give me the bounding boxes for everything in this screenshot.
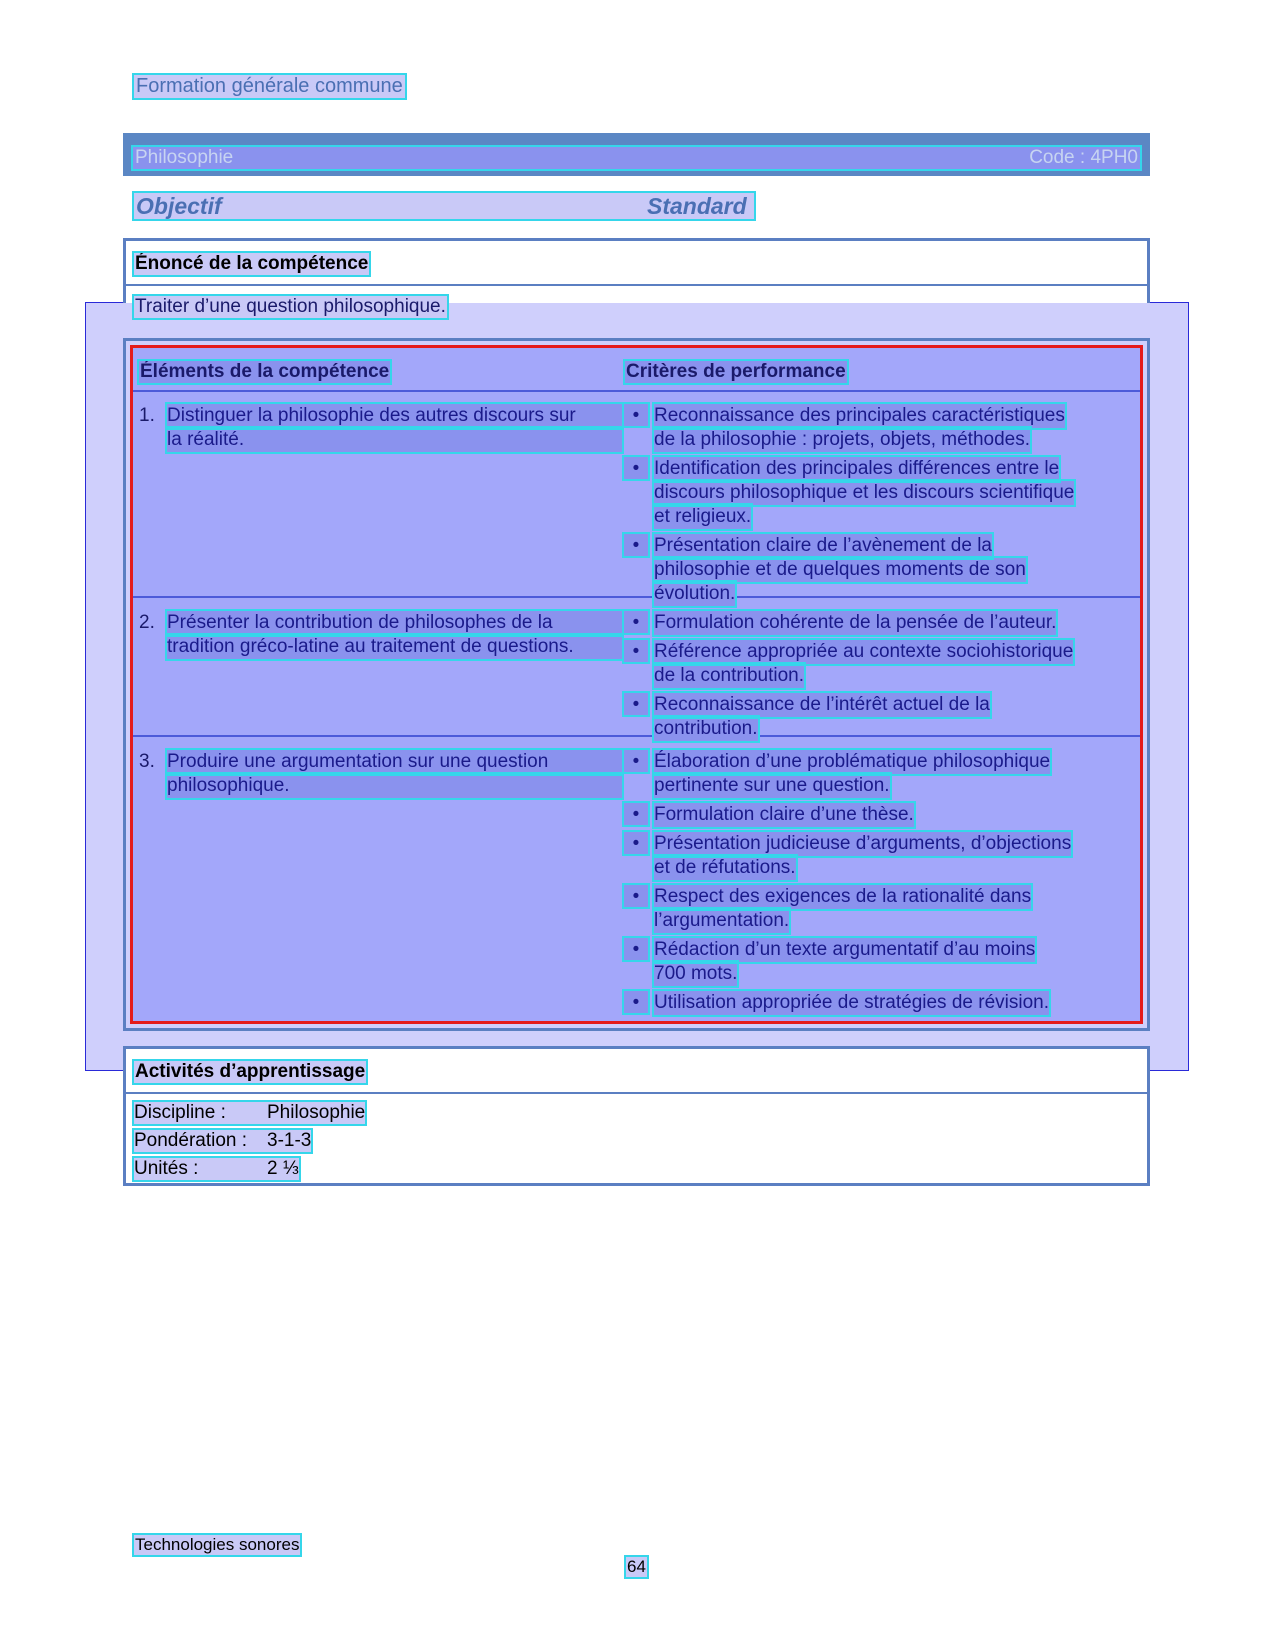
bullet-icon: • bbox=[624, 404, 648, 426]
criterion-line: Référence appropriée au contexte sociohistorique bbox=[654, 641, 1074, 662]
ponderation-row bbox=[134, 1130, 311, 1152]
criterion-line: philosophie et de quelques moments de son bbox=[654, 559, 1026, 580]
element-line: Distinguer la philosophie des autres discours sur bbox=[167, 404, 622, 428]
criterion-line: contribution. bbox=[654, 718, 758, 739]
unites-label: Unités : bbox=[134, 1158, 199, 1179]
discipline-name: Philosophie bbox=[135, 147, 234, 168]
criterion-line: Présentation judicieuse d’arguments, d’objections bbox=[654, 833, 1072, 854]
element-number: 3. bbox=[139, 751, 155, 772]
criterion-line: Rédaction d’un texte argumentatif d’au moins bbox=[654, 939, 1036, 960]
ponderation-label: Pondération : bbox=[134, 1130, 248, 1151]
element-text bbox=[167, 750, 622, 798]
criterion-line: de la philosophie : projets, objets, méthodes. bbox=[654, 429, 1031, 450]
discipline-row bbox=[134, 1102, 365, 1124]
criterion-item bbox=[632, 693, 990, 741]
enonce-title: Énoncé de la compétence bbox=[135, 253, 369, 274]
criterion-item bbox=[632, 938, 1036, 986]
criterion-line: Formulation cohérente de la pensée de l’auteur. bbox=[654, 612, 1057, 633]
col-header-elements: Éléments de la compétence bbox=[140, 361, 390, 382]
criterion-line: l’argumentation. bbox=[654, 910, 790, 931]
discipline-label: Discipline : bbox=[134, 1102, 226, 1123]
criterion-item bbox=[632, 611, 1057, 635]
bullet-icon: • bbox=[624, 457, 648, 479]
criterion-item bbox=[632, 534, 1026, 606]
criterion-line: de la contribution. bbox=[654, 665, 804, 686]
criterion-item bbox=[632, 750, 1051, 798]
criterion-item bbox=[632, 803, 914, 827]
criterion-line: et de réfutations. bbox=[654, 857, 796, 878]
unites-value: 2 ⅓ bbox=[267, 1158, 299, 1179]
objectif-standard-heading bbox=[134, 193, 754, 219]
criterion-line: Formulation claire d’une thèse. bbox=[654, 804, 914, 825]
bullet-icon: • bbox=[624, 885, 648, 907]
page-number: 64 bbox=[627, 1557, 646, 1576]
discipline-value: Philosophie bbox=[267, 1102, 366, 1123]
criterion-line: discours philosophique et les discours scientifique bbox=[654, 482, 1075, 503]
footer-program: Technologies sonores bbox=[135, 1535, 300, 1554]
criterion-line: Reconnaissance de l’intérêt actuel de la bbox=[654, 694, 990, 715]
criterion-item bbox=[632, 457, 1075, 529]
course-code: Code : 4PH0 bbox=[1029, 147, 1138, 168]
discipline-banner bbox=[123, 133, 1150, 176]
col-header-criteres: Critères de performance bbox=[626, 361, 846, 382]
competence-table bbox=[123, 338, 1150, 1031]
element-number: 1. bbox=[139, 405, 155, 426]
criterion-line: évolution. bbox=[654, 583, 736, 604]
bullet-icon: • bbox=[624, 534, 648, 556]
standard-label: Standard bbox=[647, 193, 747, 219]
criterion-line: Respect des exigences de la rationalité dans bbox=[654, 886, 1032, 907]
competence-table-body bbox=[130, 345, 1143, 1024]
criterion-line: 700 mots. bbox=[654, 963, 738, 984]
bullet-icon: • bbox=[624, 832, 648, 854]
element-line: Produire une argumentation sur une question bbox=[167, 750, 622, 774]
bullet-icon: • bbox=[624, 991, 648, 1013]
criterion-line: Identification des principales différences entre le bbox=[654, 458, 1060, 479]
activities-section bbox=[123, 1046, 1150, 1186]
criterion-line: pertinente sur une question. bbox=[654, 775, 890, 796]
criterion-line: Reconnaissance des principales caractéristiques bbox=[654, 405, 1065, 426]
enonce-section bbox=[123, 238, 1150, 323]
element-line: philosophique. bbox=[167, 774, 622, 798]
criterion-item bbox=[632, 640, 1074, 688]
element-line: tradition gréco-latine au traitement de questions. bbox=[167, 635, 622, 659]
bullet-icon: • bbox=[624, 803, 648, 825]
program-title: Formation générale commune bbox=[136, 75, 403, 97]
unites-row bbox=[134, 1158, 299, 1180]
bullet-icon: • bbox=[624, 611, 648, 633]
element-text bbox=[167, 611, 622, 659]
bullet-icon: • bbox=[624, 750, 648, 772]
criterion-line: et religieux. bbox=[654, 506, 752, 527]
element-text bbox=[167, 404, 622, 452]
activities-title: Activités d’apprentissage bbox=[135, 1061, 366, 1082]
criterion-item bbox=[632, 885, 1032, 933]
criterion-item bbox=[632, 991, 1049, 1015]
element-line: Présenter la contribution de philosophes de la bbox=[167, 611, 622, 635]
criterion-line: Présentation claire de l’avènement de la bbox=[654, 535, 992, 556]
criterion-item bbox=[632, 832, 1072, 880]
criterion-line: Élaboration d’une problématique philosophique bbox=[654, 751, 1051, 772]
enonce-text: Traiter d’une question philosophique. bbox=[135, 296, 446, 317]
criterion-item bbox=[632, 404, 1065, 452]
bullet-icon: • bbox=[624, 640, 648, 662]
bullet-icon: • bbox=[624, 693, 648, 715]
ponderation-value: 3-1-3 bbox=[267, 1130, 312, 1151]
element-number: 2. bbox=[139, 612, 155, 633]
element-line: la réalité. bbox=[167, 428, 622, 452]
objectif-label: Objectif bbox=[136, 193, 222, 219]
criterion-line: Utilisation appropriée de stratégies de révision. bbox=[654, 992, 1049, 1013]
bullet-icon: • bbox=[624, 938, 648, 960]
